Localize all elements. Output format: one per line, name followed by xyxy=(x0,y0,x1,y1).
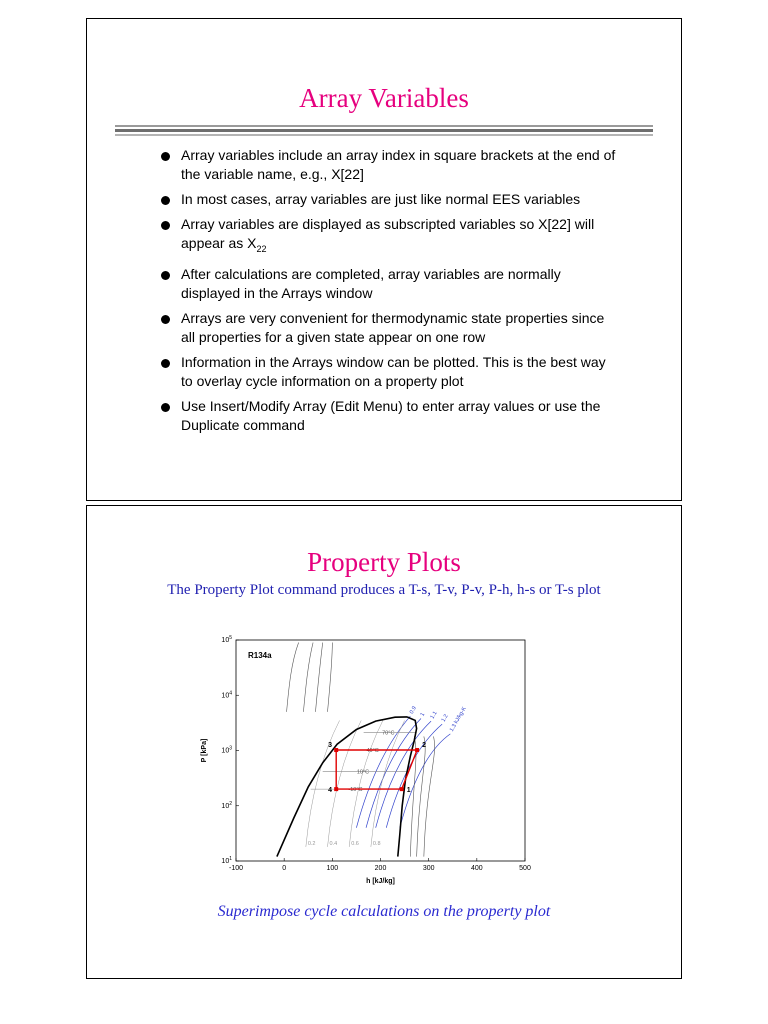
slide-array-variables xyxy=(86,18,682,501)
isentrope-label: 1.2 xyxy=(440,713,450,724)
chart-title: R134a xyxy=(248,651,272,660)
y-tick-label: $10^3$ xyxy=(221,745,232,755)
y-tick-label: $10^4$ xyxy=(221,690,232,700)
bullet-list xyxy=(161,146,621,441)
isentrope-label: 0.9 xyxy=(408,705,418,716)
cycle-point xyxy=(334,787,338,791)
list-item: Array variables are displayed as subscripted variables so X[22] will appear as $X_{22}$ xyxy=(161,215,621,259)
bullet-icon xyxy=(161,271,170,280)
isentrope-label: 1.3 kJ/kg-K xyxy=(448,706,468,733)
list-item: Use Insert/Modify Array (Edit Menu) to enter array values or use the Duplicate command xyxy=(161,397,621,435)
x-tick-label: 300 xyxy=(422,865,435,872)
slide-title: Property Plots xyxy=(307,547,461,577)
x-tick-label: 0 xyxy=(282,865,287,872)
slide-caption: Superimpose cycle calculations on the property plot xyxy=(217,903,551,920)
cycle-point-label: 4 xyxy=(328,787,333,795)
slide-property-plots xyxy=(86,505,682,979)
bullet-icon xyxy=(161,221,170,230)
quality-label: 0.4 xyxy=(329,840,338,847)
isentrope-label: 1 xyxy=(419,711,427,718)
isentrope-label: 1.1 xyxy=(429,710,439,721)
list-item: Information in the Arrays window can be plotted. This is the best way to overlay cycle information on a property plot xyxy=(161,353,621,391)
cycle-point xyxy=(400,787,404,791)
bullet-icon xyxy=(161,359,170,368)
title-divider xyxy=(115,125,653,136)
list-item: In most cases, array variables are just like normal EES variables xyxy=(161,190,621,209)
y-axis-label: P [kPa] xyxy=(201,738,208,763)
cycle-point-label: 2 xyxy=(422,742,427,750)
x-tick-label: 400 xyxy=(470,865,483,872)
slide-subtitle: The Property Plot command produces a T-s, T-v, P-v, P-h, h-s or T-s plot xyxy=(167,582,601,598)
isotherm-label: 70°C xyxy=(382,730,395,737)
x-tick-label: -100 xyxy=(228,865,244,872)
list-item: Array variables include an array index in square brackets at the end of the variable name, e.g., X[22] xyxy=(161,146,621,184)
y-tick-label: $10^5$ xyxy=(221,635,232,644)
y-tick-label: $10^2$ xyxy=(221,800,232,810)
isotherm-label: 40°C xyxy=(366,748,379,755)
quality-label: 0.8 xyxy=(372,840,381,847)
x-tick-label: 100 xyxy=(326,865,339,872)
cycle-point-label: 3 xyxy=(328,742,333,750)
quality-label: 0.2 xyxy=(307,840,316,847)
x-tick-label: 500 xyxy=(519,865,531,872)
x-tick-label: 200 xyxy=(374,865,387,872)
bullet-icon xyxy=(161,152,170,161)
isotherm-label: -10°C xyxy=(348,787,363,794)
bullet-icon xyxy=(161,196,170,205)
cycle-point-label: 1 xyxy=(406,787,411,795)
y-tick-label: $10^1$ xyxy=(221,856,232,865)
bullet-icon xyxy=(161,315,170,324)
x-axis-label: h [kJ/kg] xyxy=(366,878,395,885)
slide-title: Array Variables xyxy=(299,83,469,113)
list-item: After calculations are completed, array variables are normally displayed in the Arrays window xyxy=(161,265,621,303)
quality-label: 0.6 xyxy=(351,840,359,847)
cycle-point xyxy=(334,748,338,752)
list-item: Arrays are very convenient for thermodynamic state properties since all properties for a given state appear on one row xyxy=(161,309,621,347)
ph-diagram-chart xyxy=(192,633,558,893)
cycle-point xyxy=(415,748,419,752)
isotherm-label: 10°C xyxy=(356,769,370,776)
bullet-icon xyxy=(161,403,170,412)
